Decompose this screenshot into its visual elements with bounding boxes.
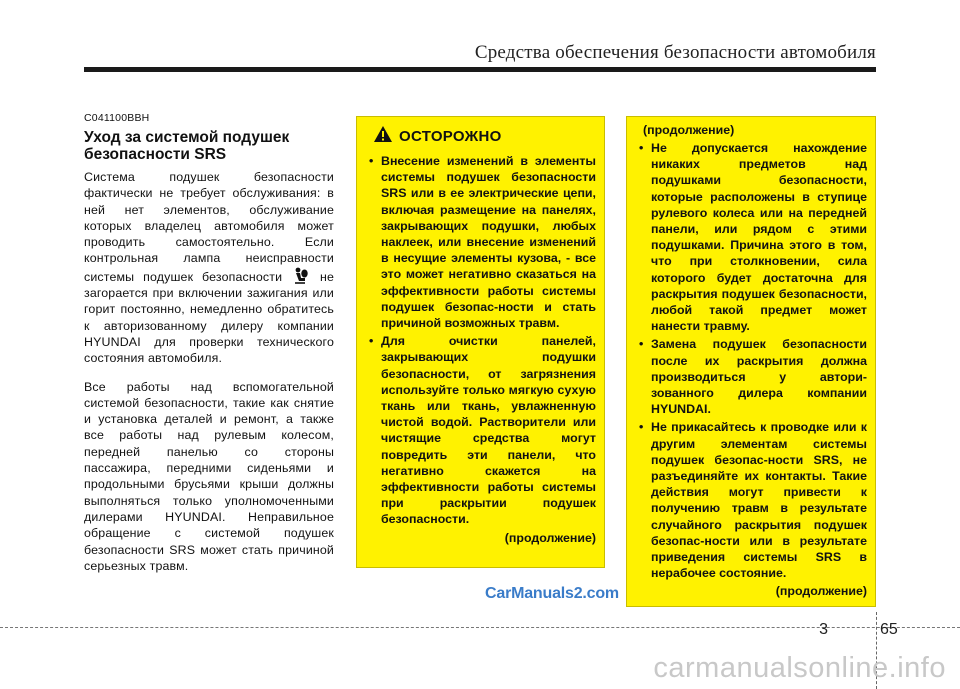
continuation-head: (продолжение) xyxy=(643,123,735,137)
page-number-value: 65 xyxy=(880,621,898,638)
continuation-item: • Замена подушек безопасности после их раскрытия должна производиться у автори-зованного дилера компании HYUNDAI. xyxy=(635,336,867,417)
airbag-warning-icon xyxy=(293,267,309,285)
section-number: 3 xyxy=(819,621,828,638)
continuation-box xyxy=(626,116,876,607)
paragraph-1-start: Система подушек безопасности фактически не требует обслуживания: в ней нет элементов, обслуживание которых владелец автомобиля может проводить самостоятельно. Если контрольная лампа неисправности системы подушек безопасности xyxy=(84,170,334,284)
warning-item: • Внесение изменений в элементы системы подушек безопасности SRS или в ее электрические цепи, включая размещение на панелях, закрывающих подушки, любых наклеек, или внесение изменений в несущие элементы кузова, - все это может негативно сказаться на эффективности работы системы подушек безопас-ности и стать причиной возможных травм. xyxy=(365,153,596,331)
warning-item: • Для очистки панелей, закрывающих подушки безопасности, от загрязнения используйте только мягкую сухую ткань или ткань, увлажненную чистой водой. Растворители или чистящие средства могут повредить эти панели, что негативно скажется на эффективности работы системы при раскрытии подушек безопасности. xyxy=(365,333,596,527)
section-title xyxy=(84,129,334,163)
paragraph-2: Все работы над вспомогательной системой безопасности, такие как снятие и установка деталей и ремонт, а также все работы над рулевым колесом, передней панелью со стороны пассажира, передними сиденьями и продольными брусьями крыши должны выполняться только уполномоченными дилерами HYUNDAI. Неправильное обращение с системой подушек безопасности SRS может стать причиной серьезных травм. xyxy=(84,379,334,573)
section-title-line1: Уход за системой подушек xyxy=(84,129,290,146)
continued-label: (продолжение) xyxy=(775,584,867,599)
warning-triangle-icon xyxy=(373,125,393,148)
warning-header xyxy=(365,125,596,148)
paragraph-1-end: не загорается при включении зажигания или горит постоянно, немедленно обратитесь к авторизованному дилеру компании HYUNDAI для проверки технического состояния автомобиля. xyxy=(84,269,334,366)
paragraph-1 xyxy=(84,169,334,367)
section-title-line2: безопасности SRS xyxy=(84,146,227,163)
warning-title: ОСТОРОЖНО xyxy=(399,128,502,145)
carmanuals-watermark[interactable]: CarManuals2.com xyxy=(478,581,626,607)
left-column xyxy=(84,112,334,586)
crop-guide-horizontal xyxy=(0,627,960,628)
continued-label: (продолжение) xyxy=(504,530,596,545)
continuation-item: • Не прикасайтесь к проводке или к другим элементам системы подушек безопас-ности SRS, не разъединяйте их контакты. Такие действия могут привести к получению травм в результате случайного раскрытия подушек безопас-ности или в результате приведения системы SRS в нерабочее состояние. xyxy=(635,419,867,581)
continuation-item: • Не допускается нахождение никаких предметов над подушками безопасности, которые расположены в ступице рулевого колеса или на передней панели, или рядом с этими подушками. Причина этого в том, что при столкновении, сила которого будет достаточна для раскрытия подушек безопасности, любой такой предмет может нанести травму. xyxy=(635,140,867,334)
footer-watermark[interactable]: carmanualsonline.info xyxy=(653,652,946,684)
warning-list xyxy=(365,153,596,528)
warning-box xyxy=(356,116,605,568)
page-header-title: Средства обеспечения безопасности автомобиля xyxy=(474,42,876,63)
continuation-list xyxy=(635,140,867,581)
document-code: C041100BBH xyxy=(84,112,150,124)
header-rule xyxy=(84,67,876,72)
